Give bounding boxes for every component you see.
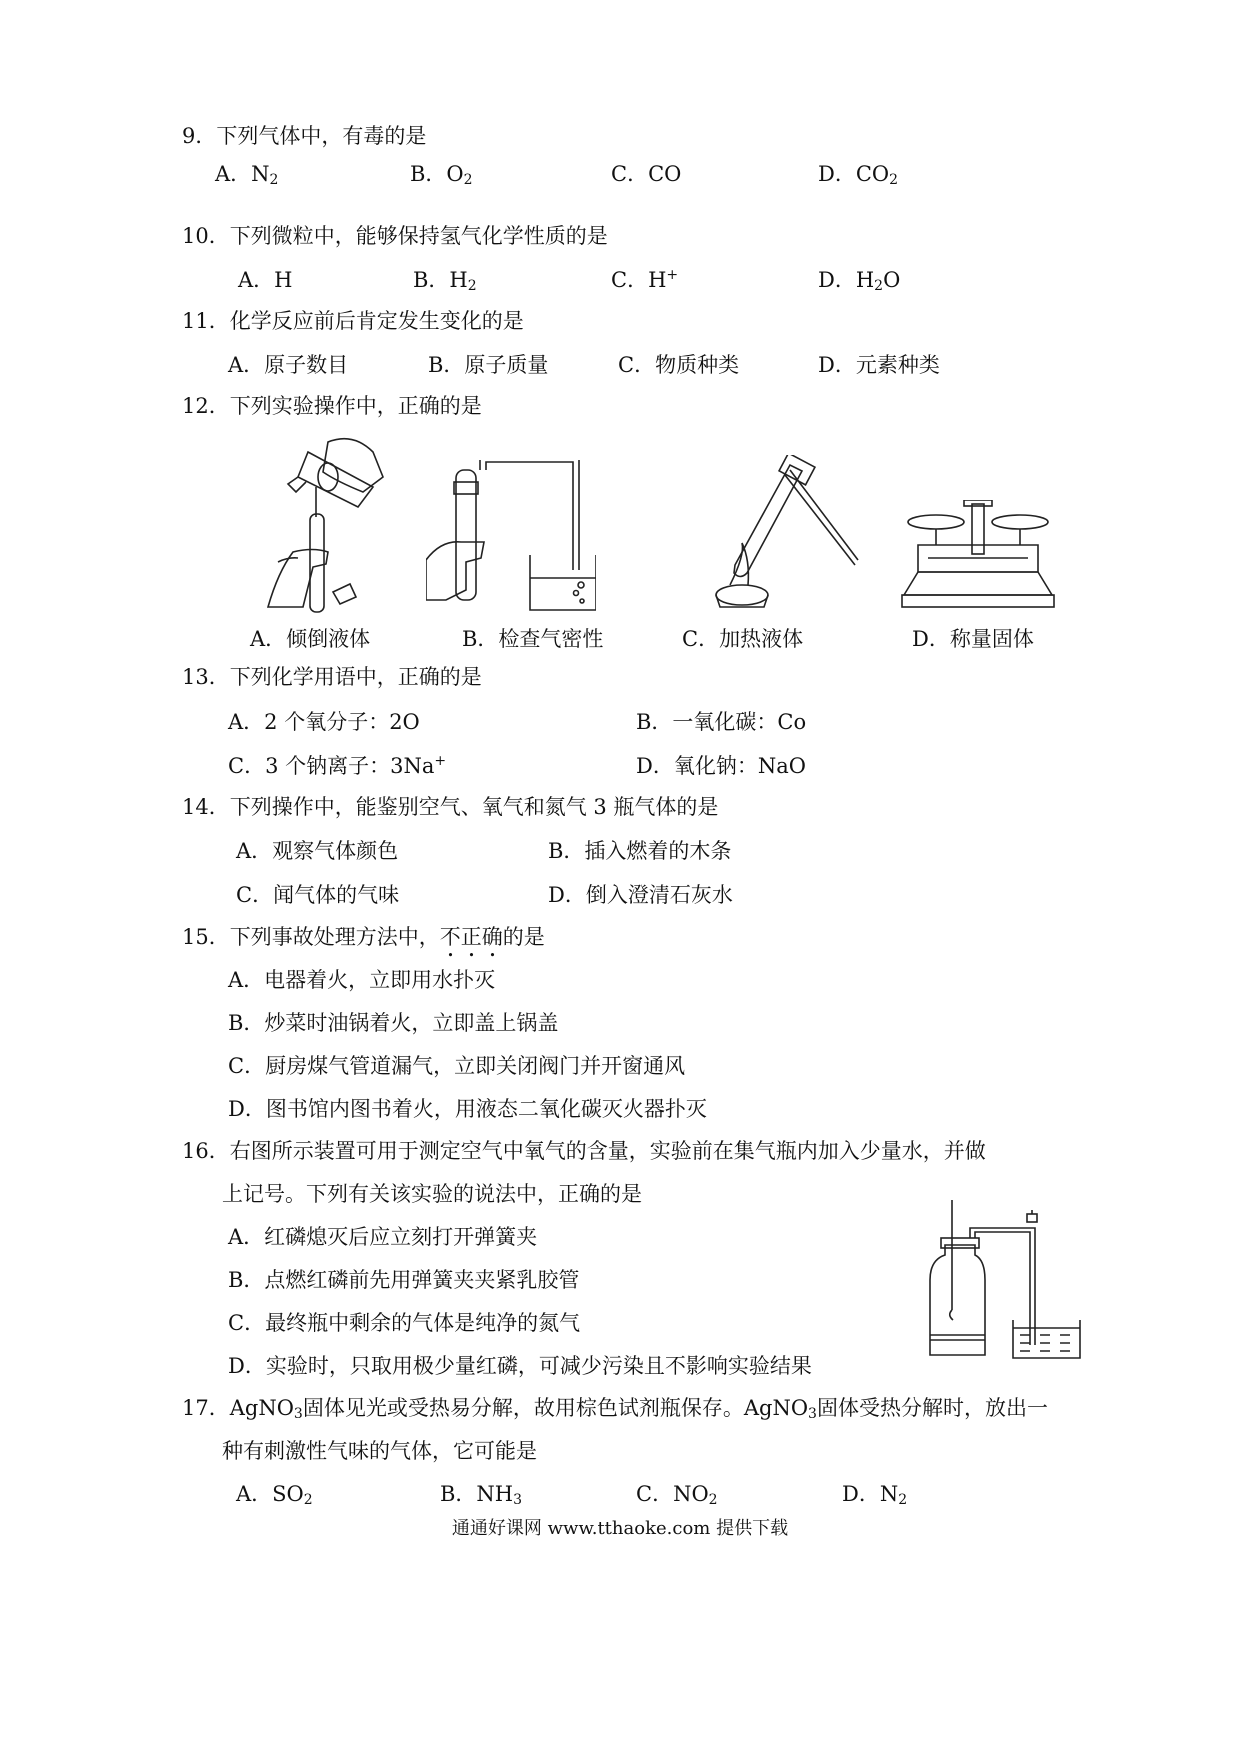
q14-option-d: D．倒入澄清石灰水 [548, 883, 733, 907]
q10-option-a: A．H [238, 268, 293, 292]
q14-option-a: A．观察气体颜色 [236, 839, 399, 863]
q15-stem: 15．下列事故处理方法中，不正确的是 [182, 925, 545, 949]
figure-heating-liquid [690, 455, 860, 615]
q16-option-d: D．实验时，只取用极少量红磷，可减少污染且不影响实验结果 [228, 1354, 812, 1378]
q14-stem: 14．下列操作中，能鉴别空气、氧气和氮气 3 瓶气体的是 [182, 795, 719, 819]
q11-option-d: D．元素种类 [818, 353, 940, 377]
q10-option-c: C．H+ [611, 267, 679, 292]
q12-option-d: D．称量固体 [912, 627, 1034, 651]
q14-option-c: C．闻气体的气味 [236, 883, 400, 907]
figure-oxygen-apparatus [925, 1200, 1100, 1360]
q12-option-c: C．加热液体 [682, 627, 804, 651]
q15-option-c: C．厨房煤气管道漏气，立即关闭阀门并开窗通风 [228, 1054, 686, 1078]
q9-stem: 9．下列气体中，有毒的是 [182, 124, 427, 148]
figure-pouring-liquid [258, 432, 408, 617]
figure-weighing-balance [898, 500, 1058, 615]
page-footer: 通通好课网 www.tthaoke.com 提供下载 [451, 1518, 789, 1539]
q15-option-d: D．图书馆内图书着火，用液态二氧化碳灭火器扑灭 [228, 1097, 707, 1121]
q17-option-c: C．$NO_2$ [636, 1482, 718, 1508]
q12-stem: 12．下列实验操作中，正确的是 [182, 394, 482, 418]
q17-stem-line2: 种有刺激性气味的气体，它可能是 [222, 1439, 537, 1463]
q15-emphasis: 不正确 [439, 925, 503, 949]
q16-option-c: C．最终瓶中剩余的气体是纯净的氮气 [228, 1311, 581, 1335]
q16-stem-line1: 16．右图所示装置可用于测定空气中氧气的含量，实验前在集气瓶内加入少量水，并做 [182, 1139, 986, 1163]
q12-option-b: B．检查气密性 [462, 627, 604, 651]
q13-stem: 13．下列化学用语中，正确的是 [182, 665, 482, 689]
q9-option-a: A．$N_2$ [215, 162, 279, 188]
q15-option-b: B．炒菜时油锅着火，立即盖上锅盖 [228, 1011, 559, 1035]
q12-option-a: A．倾倒液体 [250, 627, 371, 651]
q11-option-b: B．原子质量 [428, 353, 549, 377]
q13-option-a: A．2 个氧分子：2O [228, 710, 420, 734]
q10-option-d: D．$H_2O$ [818, 268, 901, 294]
q9-option-c: C．CO [611, 162, 682, 186]
q9-option-b: B．$O_2$ [410, 162, 473, 188]
q10-stem: 10．下列微粒中，能够保持氢气化学性质的是 [182, 224, 608, 248]
q17-option-b: B．$NH_3$ [440, 1482, 523, 1508]
q15-option-a: A．电器着火，立即用水扑灭 [228, 968, 496, 992]
q10-option-b: B．$H_2$ [413, 268, 477, 294]
q16-stem-line2: 上记号。下列有关该实验的说法中，正确的是 [222, 1182, 642, 1206]
figure-check-airtightness [426, 460, 596, 615]
q9-option-d: D．$CO_2$ [818, 162, 899, 188]
q11-option-c: C．物质种类 [618, 353, 740, 377]
q16-option-b: B．点燃红磷前先用弹簧夹夹紧乳胶管 [228, 1268, 580, 1292]
q13-option-c: C．3 个钠离子：3Na+ [228, 753, 447, 778]
q14-option-b: B．插入燃着的木条 [548, 839, 732, 863]
q17-stem-line1: 17．AgNO$_3$固体见光或受热易分解，故用棕色试剂瓶保存。AgNO$_3$固体受热分解时，放出一 [182, 1396, 1048, 1422]
q11-option-a: A．原子数目 [228, 353, 349, 377]
q17-option-d: D．$N_2$ [842, 1482, 908, 1508]
q13-option-b: B．一氧化碳：Co [636, 710, 807, 734]
q17-option-a: A．$SO_2$ [236, 1482, 313, 1508]
q11-stem: 11．化学反应前后肯定发生变化的是 [182, 309, 524, 333]
q16-option-a: A．红磷熄灭后应立刻打开弹簧夹 [228, 1225, 538, 1249]
q13-option-d: D．氧化钠：NaO [636, 754, 806, 778]
